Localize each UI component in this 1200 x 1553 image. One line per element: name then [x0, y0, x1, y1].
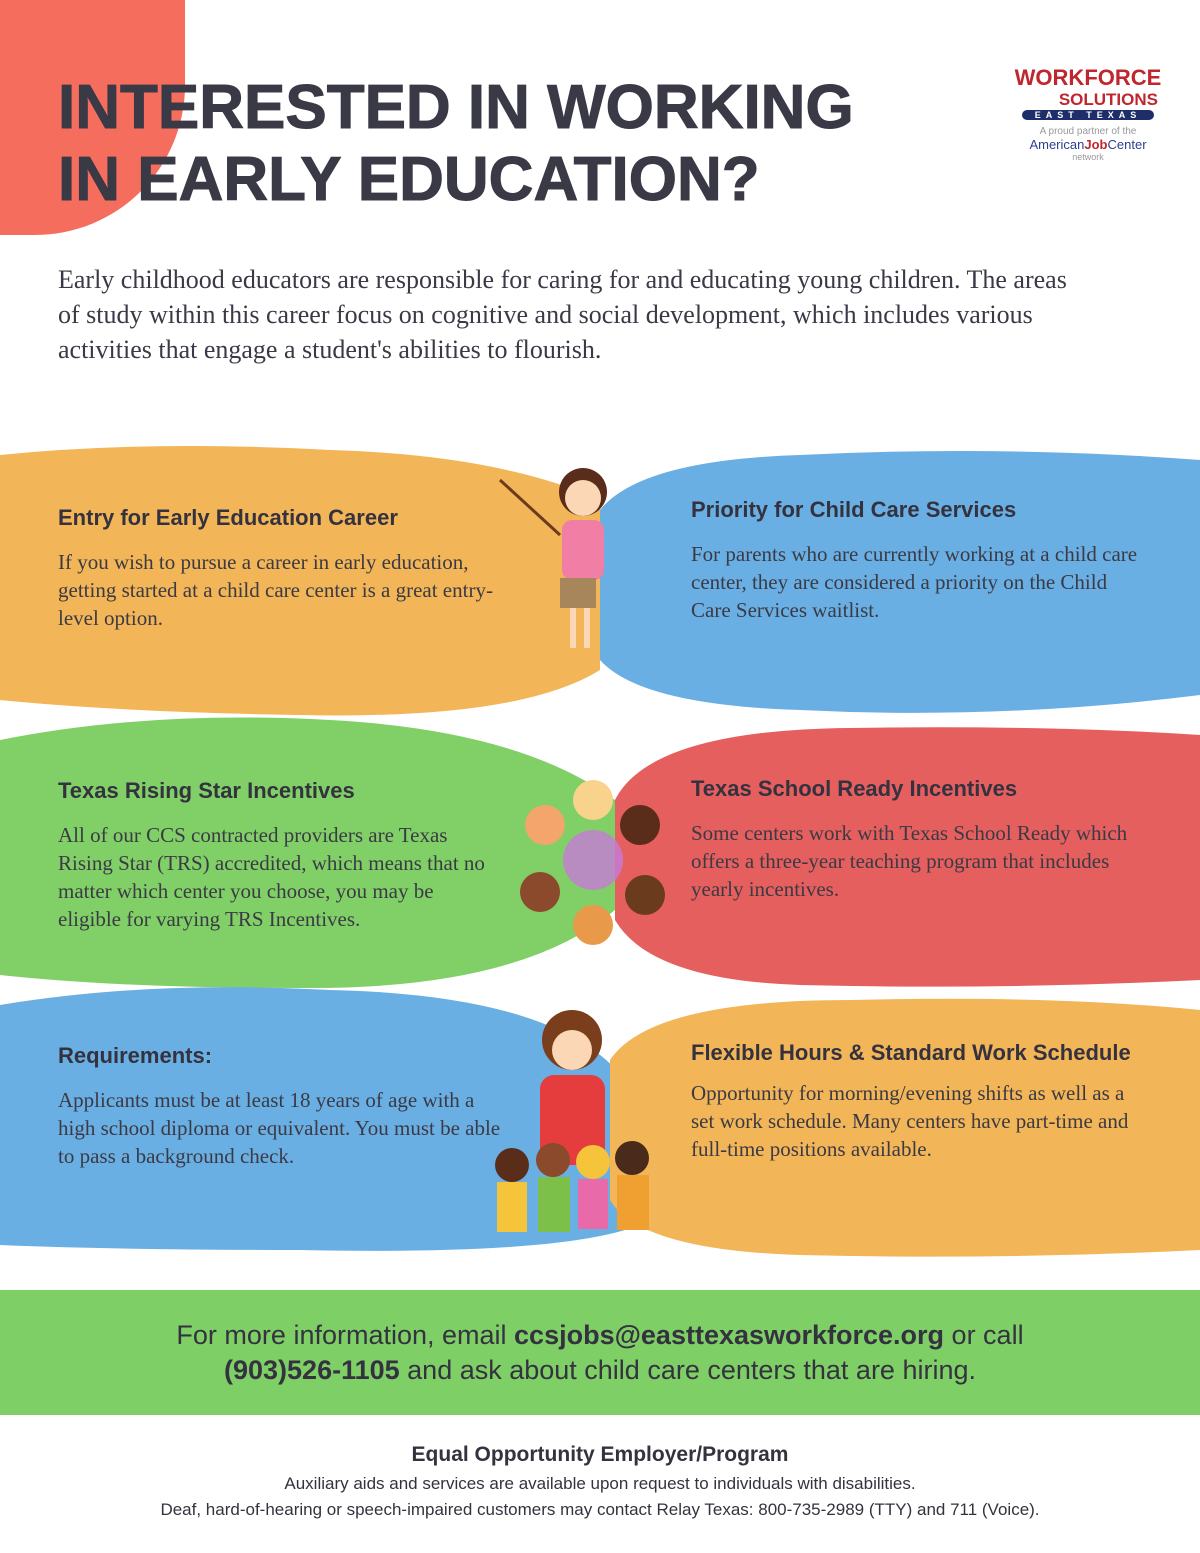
card-texas-rising-star — [58, 775, 498, 933]
banner-text: For more information, email — [176, 1320, 515, 1350]
card-title: Texas School Ready Incentives — [691, 776, 1018, 801]
card-title: Texas Rising Star Incentives — [58, 778, 355, 803]
footer-title: Equal Opportunity Employer/Program — [411, 1443, 789, 1466]
workforce-solutions-logo — [1008, 66, 1168, 162]
card-requirements — [58, 1040, 508, 1170]
card-body: For parents who are currently working at a child care center, they are considered a priority on the Child Care Services waitlist. — [691, 542, 1138, 622]
banner-text: or call — [944, 1320, 1024, 1350]
page-title — [58, 72, 988, 216]
logo-line: EAST TEXAS — [1022, 110, 1154, 120]
intro-paragraph: Early childhood educators are responsible for caring for and educating young children. The areas of study within this career focus on cognitive and social development, which includes various activities that engage a student's abilities to flourish. — [58, 265, 1067, 364]
card-title: Entry for Early Education Career — [58, 505, 398, 530]
contact-banner — [0, 1290, 1200, 1415]
footer-line: Auxiliary aids and services are available upon request to individuals with disabilities. — [284, 1474, 916, 1493]
card-title: Requirements: — [58, 1043, 213, 1068]
title-line-2: IN EARLY EDUCATION? — [58, 145, 760, 214]
card-body: Opportunity for morning/evening shifts as well as a set work schedule. Many centers have part-time and full-time positions available. — [691, 1081, 1129, 1161]
card-body: If you wish to pursue a career in early education, getting started at a child care center is a great entry-level option. — [58, 550, 493, 630]
logo-line: SOLUTIONS — [1058, 90, 1158, 109]
logo-network: network — [1072, 152, 1104, 162]
card-title: Priority for Child Care Services — [691, 497, 1017, 522]
title-line-1: INTERESTED IN WORKING — [58, 73, 854, 142]
card-flexible-hours — [691, 1037, 1131, 1163]
logo-partner: A proud partner of the — [1039, 126, 1137, 137]
card-body: Some centers work with Texas School Ready which offers a three-year teaching program that includes yearly incentives. — [691, 821, 1128, 901]
contact-email[interactable]: ccsjobs@easttexasworkforce.org — [514, 1320, 945, 1350]
card-priority-services — [691, 494, 1151, 624]
ajc-text: Job — [1084, 137, 1108, 152]
contact-phone[interactable]: (903)526-1105 — [224, 1355, 400, 1385]
footer — [0, 1443, 1200, 1523]
card-body: Applicants must be at least 18 years of age with a high school diploma or equivalent. You must be able to pass a background check. — [58, 1088, 501, 1168]
card-entry-career — [58, 502, 498, 632]
card-body: All of our CCS contracted providers are Texas Rising Star (TRS) accredited, which means that no matter which center you choose, you may be eligible for varying TRS Incentives. — [58, 823, 485, 931]
footer-line: Deaf, hard-of-hearing or speech-impaired customers may contact Relay Texas: 800-735-2989 (TTY) and 711 (Voice). — [160, 1500, 1040, 1519]
logo-line: WORKFORCE — [1014, 65, 1162, 90]
card-texas-school-ready — [691, 773, 1141, 903]
american-job-center — [1008, 137, 1168, 152]
banner-text: and ask about child care centers that are hiring. — [399, 1355, 976, 1385]
ajc-text: American — [1029, 137, 1085, 152]
ajc-text: Center — [1107, 137, 1147, 152]
card-title: Flexible Hours & Standard Work Schedule — [691, 1040, 1131, 1065]
